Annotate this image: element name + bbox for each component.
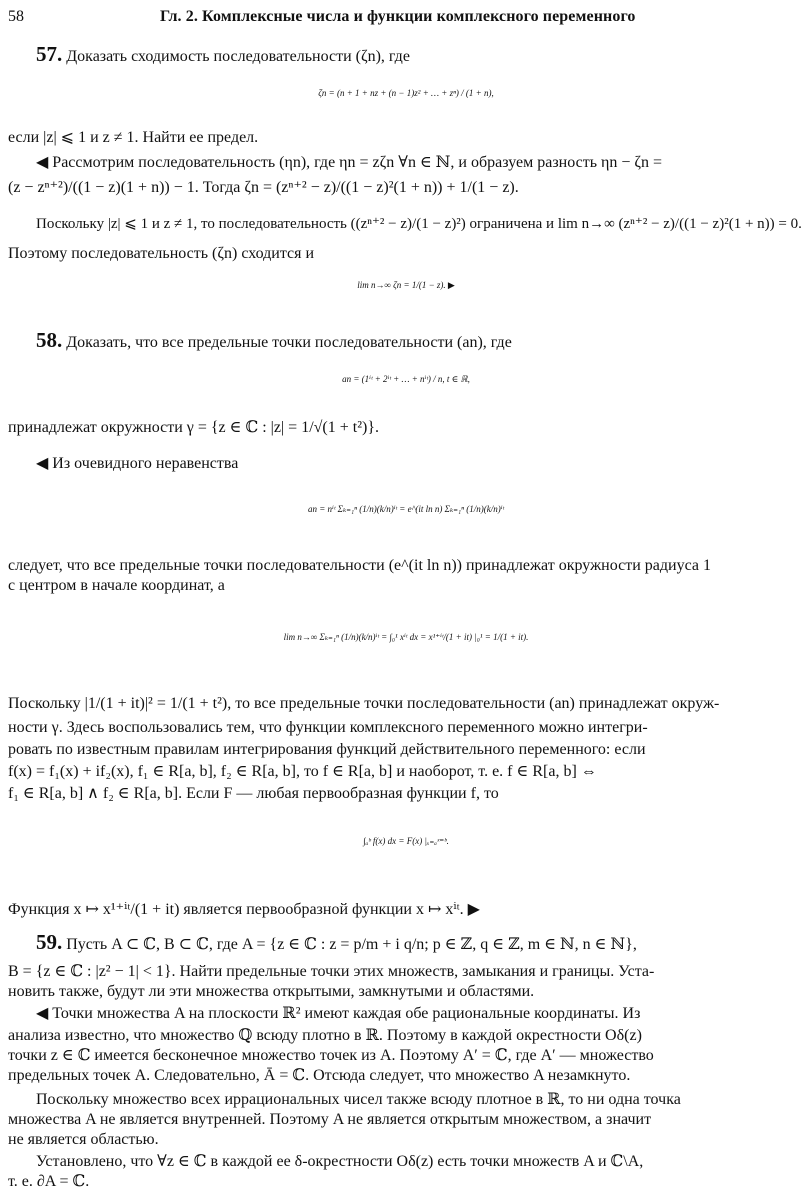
solution-59-line-7: не является областью. xyxy=(8,1131,159,1148)
problem-59-number: 59. xyxy=(36,930,63,954)
solution-57-line-2: (z − zⁿ⁺²)/((1 − z)(1 + n)) − 1. Тогда ζn = (zⁿ⁺² − z)/((1 − z)²(1 + n)) + 1/(1 − z). xyxy=(8,179,519,196)
problem-58-text: Доказать, что все предельные точки последовательности (an), где xyxy=(66,334,512,351)
problem-59-line-1 xyxy=(36,932,802,955)
problem-59-line-2: B = {z ∈ ℂ : |z² − 1| < 1}. Найти предельные точки этих множеств, замыкания и границы. Уста- xyxy=(8,963,655,980)
problem-58-statement xyxy=(36,330,802,353)
page-number: 58 xyxy=(8,8,24,25)
solution-59-line-8: Установлено, что ∀z ∈ ℂ в каждой ее δ-окрестности Oδ(z) есть точки множеств A и ℂ\A, xyxy=(36,1153,644,1170)
problem-57-condition: если |z| ⩽ 1 и z ≠ 1. Найти ее предел. xyxy=(8,129,259,146)
solution-59-line-9: т. е. ∂A = ℂ. xyxy=(8,1173,90,1190)
formula-limit-zeta: lim n→∞ ζn = 1/(1 − z). ▶ xyxy=(357,280,455,290)
solution-59-line-2: анализа известно, что множество ℚ всюду плотно в ℝ. Поэтому в каждой окрестности Oδ(z) xyxy=(8,1027,642,1044)
problem-58-number: 58. xyxy=(36,328,63,352)
problem-57-number: 57. xyxy=(36,42,63,66)
solution-58-line-e: ровать по известным правилам интегрирования функций действительного переменного: если xyxy=(8,741,646,758)
solution-59-line-1: ◀ Точки множества A на плоскости ℝ² имеют каждая обе рациональные координаты. Из xyxy=(36,1005,641,1022)
solution-58-intro: ◀ Из очевидного неравенства xyxy=(36,455,239,472)
solution-59-line-6: множества A не является внутренней. Поэтому A не является открытым множеством, а значит xyxy=(8,1111,652,1128)
solution-58-line-c: Поскольку |1/(1 + it)|² = 1/(1 + t²), то все предельные точки последовательности (an) принадлежат окруж- xyxy=(8,695,720,712)
solution-57-line-3: Поскольку |z| ⩽ 1 и z ≠ 1, то последовательность ((zⁿ⁺² − z)/(1 − z)²) ограничена и lim n→∞ (zⁿ⁺² − z)/((1 − z)²(1 + n)) = 0. xyxy=(36,216,802,232)
problem-59-text: Пусть A ⊂ ℂ, B ⊂ ℂ, где A = {z ∈ ℂ : z = p/m + i q/n; p ∈ ℤ, q ∈ ℤ, m ∈ ℕ, n ∈ ℕ}, xyxy=(66,936,637,953)
solution-58-line-f: f(x) = f₁(x) + if₂(x), f₁ ∈ R[a, b], f₂ ∈ R[a, b], то f ∈ R[a, b] и наоборот, т. е. f ∈ R[a, b] ⇔ xyxy=(8,763,597,780)
solution-59-line-3: точки z ∈ ℂ имеется бесконечное множество точек из A. Поэтому A′ = ℂ, где A′ — множество xyxy=(8,1047,654,1064)
solution-58-line-a: следует, что все предельные точки последовательности (e^(it ln n)) принадлежат окружности радиуса 1 xyxy=(8,557,711,574)
solution-57-line-1: ◀ Рассмотрим последовательность (ηn), где ηn = zζn ∀n ∈ ℕ, и образуем разность ηn − ζn = xyxy=(36,154,663,171)
page-header xyxy=(0,6,812,30)
solution-58-line-g: f₁ ∈ R[a, b] ∧ f₂ ∈ R[a, b]. Если F — любая первообразная функции f, то xyxy=(8,785,499,802)
problem-57-text: Доказать сходимость последовательности (ζn), где xyxy=(66,48,410,65)
problem-59-line-3: новить также, будут ли эти множества открытыми, замкнутыми и областями. xyxy=(8,983,535,1000)
solution-58-line-h: Функция x ↦ x¹⁺ⁱᵗ/(1 + it) является первообразной функции x ↦ xⁱᵗ. ▶ xyxy=(8,901,480,918)
formula-integral-limit: lim n→∞ Σₖ₌₁ⁿ (1/n)(k/n)ⁱᵗ = ∫₀¹ xⁱᵗ dx = x¹⁺ⁱᵗ/(1 + it) |₀¹ = 1/(1 + it). xyxy=(283,632,529,642)
solution-59-line-4: предельных точек A. Следовательно, Ā = ℂ. Отсюда следует, что множество A незамкнуто. xyxy=(8,1067,631,1084)
formula-inequality: an = nⁱᵗ Σₖ₌₁ⁿ (1/n)(k/n)ⁱᵗ = e^(it ln n) Σₖ₌₁ⁿ (1/n)(k/n)ⁱᵗ xyxy=(307,504,505,514)
formula-newton-leibniz: ∫ₐᵇ f(x) dx = F(x) |ₓ₌ₐˣ⁼ᵇ. xyxy=(363,836,449,846)
problem-58-circle: принадлежат окружности γ = {z ∈ ℂ : |z| = 1/√(1 + t²)}. xyxy=(8,419,380,436)
solution-58-line-d: ности γ. Здесь воспользовались тем, что функции комплексного переменного можно интегри- xyxy=(8,719,648,736)
running-head: Гл. 2. Комплексные числа и функции комплексного переменного xyxy=(160,8,636,25)
problem-57-statement xyxy=(36,44,802,67)
solution-59-line-5: Поскольку множество всех иррациональных чисел также всюду плотное в ℝ, то ни одна точка xyxy=(36,1091,681,1108)
solution-57-line-4: Поэтому последовательность (ζn) сходится и xyxy=(8,245,315,262)
formula-a-n: an = (1ⁱᵗ + 2ⁱᵗ + … + nⁱᵗ) / n, t ∈ ℝ, xyxy=(342,374,470,384)
solution-58-line-b: с центром в начале координат, а xyxy=(8,577,225,594)
formula-zeta-n: ζn = (n + 1 + nz + (n − 1)z² + … + zⁿ) / (1 + n), xyxy=(318,88,494,98)
